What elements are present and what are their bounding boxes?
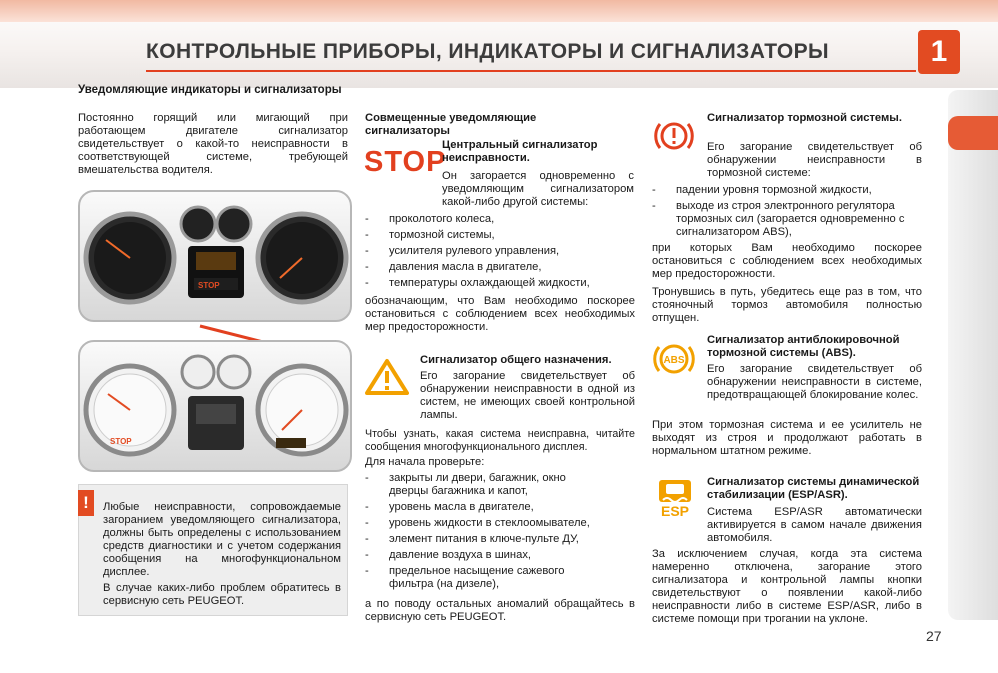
abs-description: Его загорание свидетельствует об обнаружении неисправности в системе, предотвращающей блокирование колес. xyxy=(707,363,922,401)
check-list xyxy=(365,472,605,594)
stop-title: Центральный сигнализатор неисправности. xyxy=(442,139,598,164)
esp-after-text: За исключением случая, когда эта система намеренно отключена, загорание этого сигнализатора и контрольной лампы кнопки свидетельствуют о появлении какой-либо неисправности либо в системе ESP/ASR, либо в системе помощи при трогании на уклоне. xyxy=(652,548,922,625)
abs-after-text: При этом тормозная система и ее усилитель не выходят из строя и продолжают работать в нормальном штатном режиме. xyxy=(652,419,922,457)
esp-description: Система ESP/ASR автоматически активируется в самом начале движения автомобиля. xyxy=(707,506,922,544)
check-intro: Чтобы узнать, какая система неисправна, читайте сообщения многофункционального дисплея. xyxy=(365,428,635,453)
list-item: - давления масла в двигателе, xyxy=(365,261,635,274)
esp-car-skid-icon xyxy=(655,478,695,504)
instrument-cluster-photo-2 xyxy=(78,340,352,472)
brake-conditions-list xyxy=(652,184,922,242)
list-item: - температуры охлаждающей жидкости, xyxy=(365,277,635,290)
brake-after-text: при которых Вам необходимо поскорее остановиться с соблюдением всех необходимых мер предосторожности. xyxy=(652,242,922,280)
stop-description: Он загорается одновременно с уведомляющим сигнализатором какой-либо другой системы: xyxy=(442,170,634,208)
brake-warning-icon xyxy=(653,117,695,155)
brake-description: Его загорание свидетельствует об обнаружении неисправности в тормозной системе: xyxy=(707,141,922,179)
check-after-text: а по поводу остальных аномалий обращайтесь в сервисную сеть PEUGEOT. xyxy=(365,598,635,623)
warning-box xyxy=(78,484,348,616)
list-item: - усилителя рулевого управления, xyxy=(365,245,635,258)
instrument-cluster-drawing-1 xyxy=(80,192,350,320)
list-item: - предельное насыщение сажевого фильтра (на дизеле), xyxy=(365,565,605,591)
check-first: Для начала проверьте: xyxy=(365,456,485,468)
esp-title: Сигнализатор системы динамической стабилизации (ESP/ASR). xyxy=(707,476,920,501)
abs-icon-label: ABS xyxy=(663,355,685,366)
instrument-cluster-photo-1 xyxy=(78,190,352,322)
chapter-number: 1 xyxy=(918,30,960,74)
abs-warning-icon xyxy=(653,340,695,378)
combined-indicators-heading: Совмещенные уведомляющие сигнализаторы xyxy=(365,112,537,137)
stop-warning-icon: STOP xyxy=(364,146,447,178)
side-chapter-tab xyxy=(948,116,998,150)
instrument-cluster-drawing-2 xyxy=(80,342,350,470)
cluster-stop-label: STOP xyxy=(110,437,132,446)
header-rule xyxy=(146,70,916,72)
list-item: - давление воздуха в шинах, xyxy=(365,549,605,562)
abs-title: Сигнализатор антиблокировочной тормозной системы (ABS). xyxy=(707,334,900,359)
esp-icon-label: ESP xyxy=(660,503,689,519)
warning-text-2: В случае каких-либо проблем обратитесь в сервисную сеть PEUGEOT. xyxy=(103,582,341,607)
brake-note: Тронувшись в путь, убедитесь еще раз в том, что стояночный тормоз автомобиля полностью отпущен. xyxy=(652,286,922,324)
intro-paragraph: Постоянно горящий или мигающий при работающем двигателе сигнализатор свидетельствует о какой-то неисправности в соответствующей системе, требующей вмешательства водителя. xyxy=(78,112,348,176)
list-item: - уровень масла в двигателе, xyxy=(365,501,605,514)
list-item: - выходе из строя электронного регулятора тормозных сил (загорается одновременно с сигнализатором ABS), xyxy=(652,200,922,239)
general-warning-triangle-icon xyxy=(365,358,409,396)
list-item: - элемент питания в ключе-пульте ДУ, xyxy=(365,533,605,546)
page-number: 27 xyxy=(926,628,942,644)
list-item: - уровень жидкости в стеклоомывателе, xyxy=(365,517,605,530)
list-item: - падении уровня тормозной жидкости, xyxy=(652,184,922,197)
stop-conditions-list xyxy=(365,213,635,293)
general-description: Его загорание свидетельствует об обнаружении неисправности в одной из систем, не имеющих своей контрольной лампы. xyxy=(420,370,635,421)
cluster-stop-label: STOP xyxy=(198,281,220,290)
stop-after-text: обозначающим, что Вам необходимо поскорее остановиться с соблюдением всех необходимых мер предосторожности. xyxy=(365,295,635,333)
list-item: - тормозной системы, xyxy=(365,229,635,242)
warning-exclamation-icon: ! xyxy=(78,490,94,516)
brake-title: Сигнализатор тормозной системы. xyxy=(707,112,902,124)
list-item: - закрыты ли двери, багажник, окно дверцы багажника и капот, xyxy=(365,472,605,498)
page-title: КОНТРОЛЬНЫЕ ПРИБОРЫ, ИНДИКАТОРЫ И СИГНАЛИЗАТОРЫ xyxy=(146,40,830,63)
side-strip xyxy=(948,90,998,620)
section-heading: Уведомляющие индикаторы и сигнализаторы xyxy=(78,84,342,96)
page-header xyxy=(0,0,998,88)
header-band xyxy=(0,0,998,22)
esp-warning-icon xyxy=(655,478,695,520)
list-item: - проколотого колеса, xyxy=(365,213,635,226)
warning-text-1: Любые неисправности, сопровождаемые загоранием уведомляющего сигнализатора, должны быть определены с использованием средств диагностики и с учетом содержания сообщения на многофункциональном дисплее. xyxy=(103,501,341,578)
general-title: Сигнализатор общего назначения. xyxy=(420,354,612,366)
